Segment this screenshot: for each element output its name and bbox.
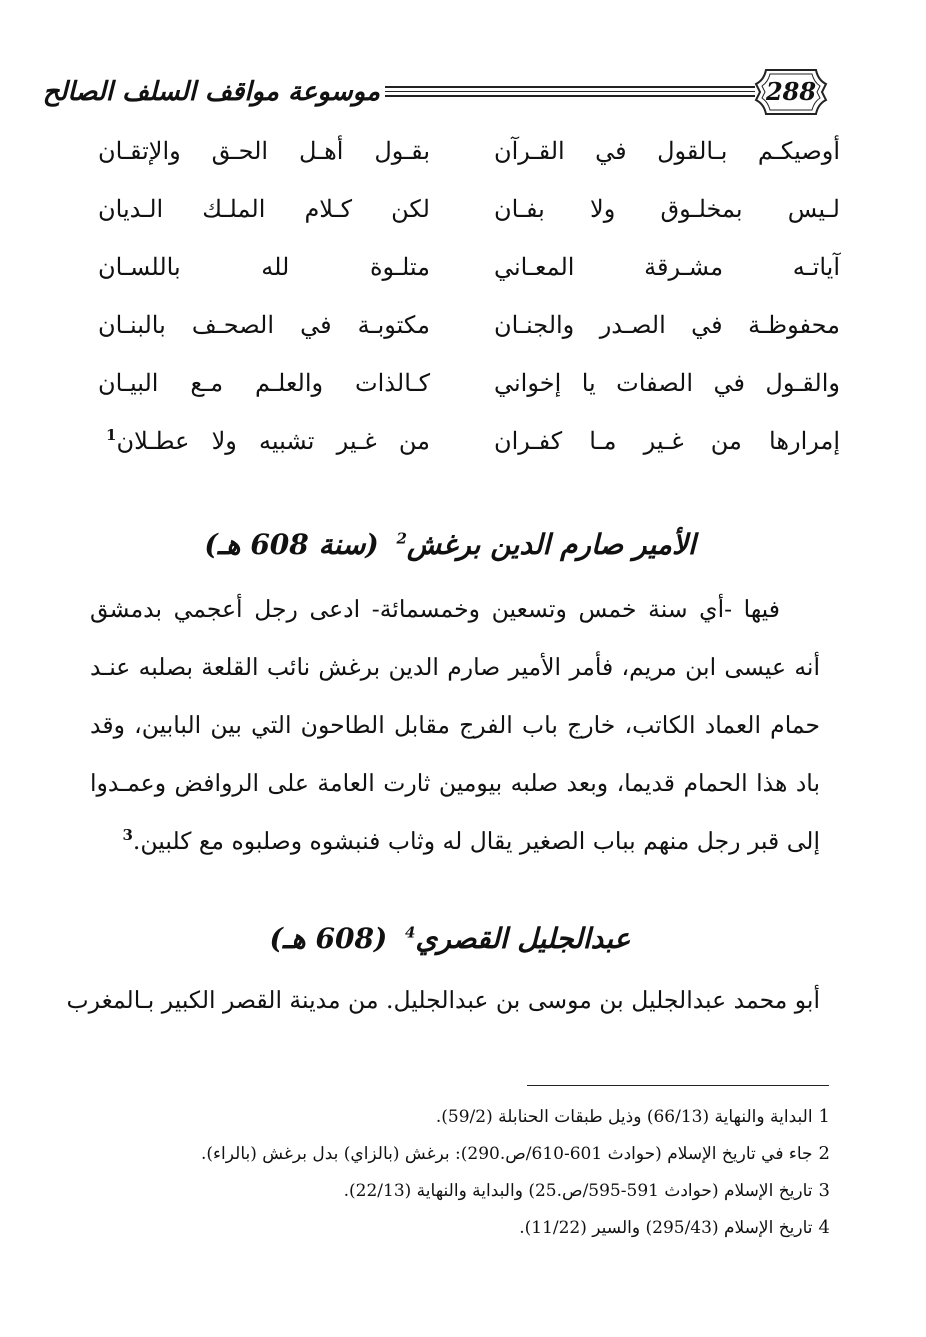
paragraph-line: حمام العماد الكاتب، خارج باب الفرج مقابل الطاحون التي بين البابين، وقد [90,711,821,739]
section-paragraph [66,971,820,1029]
verse-second-hemistich: كـالذات والعلـم مـع البيـان [98,369,430,397]
footnote-text: البداية والنهاية (66/13) وذيل طبقات الحنابلة (59/2). [435,1107,813,1127]
footnote-text: تاريخ الإسلام (295/43) والسير (11/22). [519,1218,813,1238]
footnote-marker: 1 [106,426,117,444]
footnote [140,1135,830,1172]
page-number-badge [752,62,830,122]
section-paragraph [90,580,820,870]
footnote-text: جاء في تاريخ الإسلام (حوادث 601-610/ص.290): برغش (بالزاي) بدل برغش (بالراء). [201,1144,813,1164]
verse-first-hemistich: والقـول في الصفات يا إخواني [494,369,840,397]
poem-verse [60,238,840,296]
footnote-marker: 4 [404,923,416,942]
section-title: عبدالجليل القصري [415,922,631,955]
section-heading [60,528,840,561]
footnote [140,1209,830,1246]
section-title: الأمير صارم الدين برغش [406,528,696,561]
poem-verse [60,122,840,180]
section-year: (608 هـ) [269,922,388,955]
footnote-number: 3 [818,1180,830,1201]
section-year: (سنة 608 هـ) [204,528,379,561]
book-title: موسوعة مواقف السلف الصالح [42,77,380,107]
paragraph-line: أبو محمد عبدالجليل بن موسى بن عبدالجليل. من مدينة القصر الكبير بـالمغرب [66,986,820,1014]
footnote-marker: 3 [122,826,133,845]
verse-second-hemistich: مكتوبـة في الصحـف بالبنـان [98,311,430,339]
footnote-separator [527,1085,829,1086]
verse-second-hemistich: لكن كـلام الملـك الـديان [98,195,430,223]
footnote [140,1098,830,1135]
verse-second-hemistich: بقـول أهـل الحـق والإتقـان [98,137,430,165]
verse-first-hemistich: إمرارها من غـير مـا كفـران [494,427,840,455]
header-rule [385,86,755,98]
section-heading [60,922,840,955]
footnote-number: 1 [818,1106,830,1127]
verse-second-text: من غـير تشبيه ولا عطـلان [116,427,430,455]
paragraph-line: فيها -أي سنة خمس وتسعين وخمسمائة- ادعى رجل أعجمي بدمشق [90,595,780,623]
footnote-text: تاريخ الإسلام (حوادث 591-595/ص.25) والبداية والنهاية (22/13). [343,1181,813,1201]
paragraph-line [90,812,820,870]
footnotes [140,1098,830,1246]
poem-verse [60,354,840,412]
poem-verse [60,412,840,470]
poem-verse [60,296,840,354]
verse-second-hemistich: متلـوة لله باللسـان [98,253,430,281]
verse-first-hemistich: محفوظـة في الصـدر والجنـان [494,311,840,339]
verse-first-hemistich: لـيس بمخلـوق ولا بفـان [494,195,840,223]
paragraph-line: باد هذا الحمام قديما، وبعد صلبه بيومين ثارت العامة على الروافض وعمـدوا [90,769,820,797]
page-header [42,62,830,122]
footnote [140,1172,830,1209]
page-number: 288 [765,77,817,106]
paragraph-line: أنه عيسى ابن مريم، فأمر الأمير صارم الدين برغش نائب القلعة بصلبه عنـد [90,653,820,681]
verse-second-hemistich [106,412,430,470]
footnote-number: 2 [818,1143,830,1164]
verse-first-hemistich: أوصيكـم بـالقول في القـرآن [494,137,840,165]
footnote-marker: 2 [396,529,407,548]
footnote-number: 4 [818,1217,830,1238]
poem [60,122,840,470]
verse-first-hemistich: آياتـه مشـرقة المعـاني [494,253,840,281]
poem-verse [60,180,840,238]
paragraph-text: إلى قبر رجل منهم بباب الصغير يقال له وثاب فنبشوه وصلبوه مع كلبين. [132,827,820,855]
